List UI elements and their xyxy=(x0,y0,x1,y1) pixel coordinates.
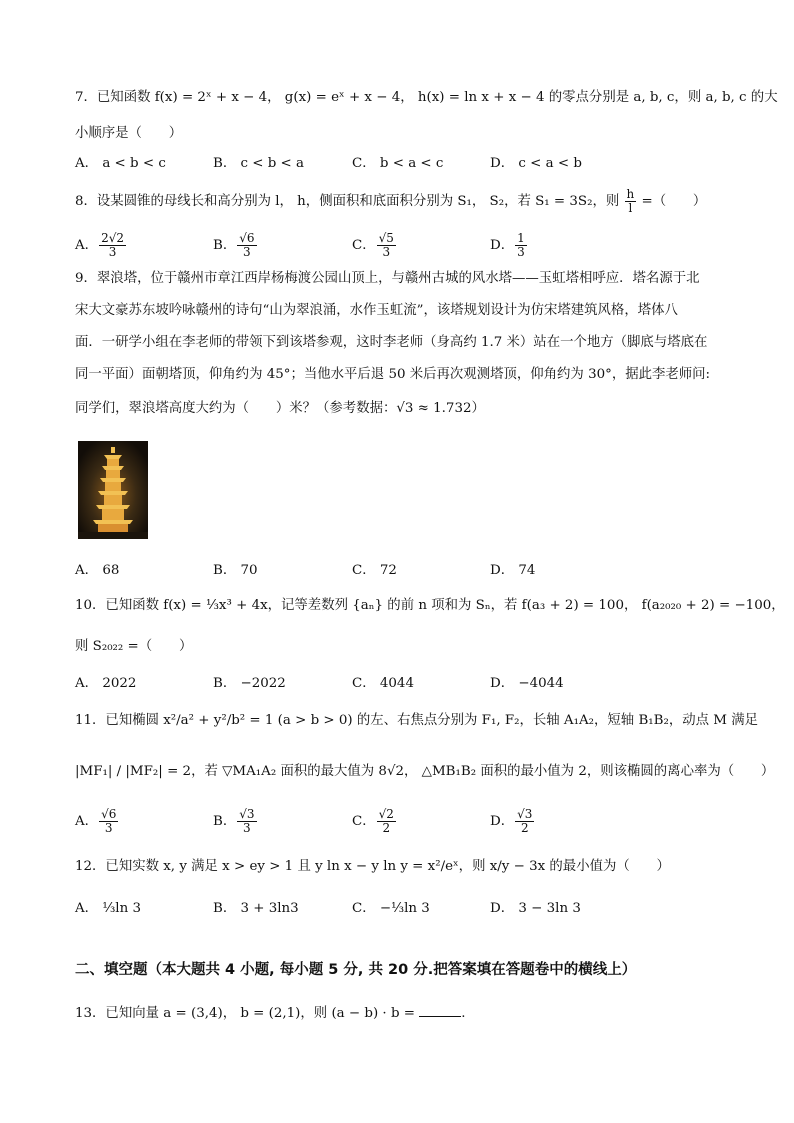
q12-option-a[interactable]: A． ⅓ln 3 xyxy=(75,901,141,916)
q8-option-d[interactable] xyxy=(490,232,528,259)
q9-line4: 同一平面）面朝塔顶，仰角约为 45°；当他水平后退 50 米后再次观测塔顶，仰角约为 30°，据此李老师问: xyxy=(75,367,711,382)
q11-option-b-frac xyxy=(237,808,256,835)
q10-option-c[interactable]: C． 4044 xyxy=(352,676,414,691)
q11-option-a-frac xyxy=(99,808,118,835)
q8-option-d-num: 1 xyxy=(517,231,525,245)
q9-line3: 面．一研学小组在李老师的带领下到该塔参观，这时李老师（身高约 1.7 米）站在一个地方（脚底与塔底在 xyxy=(75,335,708,350)
q9-option-c[interactable]: C． 72 xyxy=(352,563,397,578)
q9-option-a[interactable]: A． 68 xyxy=(75,563,120,578)
q8-option-a-num: 2√2 xyxy=(101,231,124,245)
q11-option-c-label: C． xyxy=(352,814,376,829)
q8-option-c-den: 3 xyxy=(382,245,391,259)
q8-option-a-frac xyxy=(99,232,126,259)
q12-option-d[interactable]: D． 3 − 3ln 3 xyxy=(490,901,581,916)
q7-options xyxy=(75,153,715,175)
q8-line1 xyxy=(75,188,706,215)
q11-option-a[interactable] xyxy=(75,808,119,835)
q11-option-d-frac xyxy=(515,808,534,835)
q11-option-a-label: A． xyxy=(75,814,99,829)
q8-stem-suffix: =（ ） xyxy=(641,194,707,209)
q11-option-c-frac xyxy=(377,808,396,835)
q11-option-d[interactable] xyxy=(490,808,535,835)
q12-option-b[interactable]: B． 3 + 3ln3 xyxy=(213,901,299,916)
q10-line1: 10．已知函数 f(x) = ⅓x³ + 4x，记等差数列 {aₙ} 的前 n 项和为 Sₙ，若 f(a₃ + 2) = 100， f(a₂₀₂₀ + 2) = −100， xyxy=(75,598,785,613)
q9-line2: 宋大文豪苏东坡吟咏赣州的诗句“山为翠浪涌，水作玉虹流”，该塔规划设计为仿宋塔建筑风格，塔体八 xyxy=(75,303,678,318)
q13-stem: 13．已知向量 a = (3,4)， b = (2,1)，则 (a − b) · b = xyxy=(75,1006,415,1021)
q8-option-a[interactable] xyxy=(75,232,127,259)
q11-option-b-den: 3 xyxy=(243,821,251,835)
q11-option-b-label: B． xyxy=(213,814,237,829)
q8-options xyxy=(75,232,715,262)
q13-line xyxy=(75,1004,466,1024)
q8-option-c-label: C． xyxy=(352,238,376,253)
q7-line1: 7．已知函数 f(x) = 2ˣ + x − 4， g(x) = eˣ + x − 4， h(x) = ln x + x − 4 的零点分别是 a, b, c，则 a, b, c 的大 xyxy=(75,90,778,105)
q10-option-a[interactable]: A． 2022 xyxy=(75,676,137,691)
pagoda-photo xyxy=(78,441,148,539)
q8-option-c-num: √5 xyxy=(378,231,394,245)
q8-stem: 8．设某圆锥的母线长和高分别为 l， h，侧面积和底面积分别为 S₁， S₂，若 S₁ = 3S₂，则 xyxy=(75,194,620,209)
q8-option-b-num: √6 xyxy=(239,231,255,245)
q8-frac-num: h xyxy=(626,187,635,201)
q11-option-d-num: √3 xyxy=(517,807,533,821)
q8-option-b[interactable] xyxy=(213,232,258,259)
section-fill-in-title: 二、填空题（本大题共 4 小题, 每小题 5 分, 共 20 分.把答案填在答题卷中的横线上） xyxy=(75,962,637,978)
q9-option-b[interactable]: B． 70 xyxy=(213,563,258,578)
q8-option-d-label: D． xyxy=(490,238,515,253)
q10-options xyxy=(75,673,715,695)
q13-end: . xyxy=(461,1006,466,1021)
q8-option-b-den: 3 xyxy=(243,245,251,259)
q10-option-b[interactable]: B． −2022 xyxy=(213,676,286,691)
q11-options xyxy=(75,808,715,842)
q8-option-d-frac xyxy=(515,232,527,259)
q11-line2: |MF₁| / |MF₂| = 2，若 ▽MA₁A₂ 面积的最大值为 8√2， △MB₁B₂ 面积的最小值为 2，则该椭圆的离心率为（ ） xyxy=(75,764,775,779)
q11-line1: 11．已知椭圆 x²/a² + y²/b² = 1 (a > b > 0) 的左、右焦点分别为 F₁, F₂，长轴 A₁A₂，短轴 B₁B₂，动点 M 满足 xyxy=(75,713,759,728)
q8-option-b-frac xyxy=(237,232,256,259)
q8-option-c-frac xyxy=(377,232,396,259)
q8-fraction xyxy=(625,188,637,215)
q7-option-a[interactable]: A． a < b < c xyxy=(75,156,166,171)
q8-option-d-den: 3 xyxy=(517,245,525,259)
q7-option-b[interactable]: B． c < b < a xyxy=(213,156,305,171)
q7-option-c[interactable]: C． b < a < c xyxy=(352,156,444,171)
q9-option-d[interactable]: D． 74 xyxy=(490,563,536,578)
q9-line5: 同学们，翠浪塔高度大约为（ ）米？（参考数据：√3 ≈ 1.732） xyxy=(75,401,485,416)
q8-option-a-label: A． xyxy=(75,238,99,253)
q8-frac-den: l xyxy=(628,201,633,215)
q9-line1: 9．翠浪塔，位于赣州市章江西岸杨梅渡公园山顶上，与赣州古城的风水塔——玉虹塔相呼应．塔名源于北 xyxy=(75,271,700,286)
q8-option-c[interactable] xyxy=(352,232,397,259)
q11-option-d-label: D． xyxy=(490,814,515,829)
q11-option-a-den: 3 xyxy=(104,821,113,835)
q12-line1: 12．已知实数 x, y 满足 x > ey > 1 且 y ln x − y ln y = x²/eˣ，则 x/y − 3x 的最小值为（ ） xyxy=(75,859,670,874)
q11-option-b[interactable] xyxy=(213,808,258,835)
q11-option-c[interactable] xyxy=(352,808,397,835)
q11-option-b-num: √3 xyxy=(239,807,255,821)
q13-answer-blank[interactable] xyxy=(419,1004,461,1017)
q11-option-c-num: √2 xyxy=(378,807,394,821)
q11-option-a-num: √6 xyxy=(101,807,117,821)
q10-line2: 则 S₂₀₂₂ =（ ） xyxy=(75,639,193,654)
q7-option-d[interactable]: D． c < a < b xyxy=(490,156,582,171)
q8-option-a-den: 3 xyxy=(108,245,117,259)
q9-options xyxy=(75,560,715,582)
q10-option-d[interactable]: D． −4044 xyxy=(490,676,564,691)
q12-options xyxy=(75,898,715,920)
q8-option-b-label: B． xyxy=(213,238,237,253)
q12-option-c[interactable]: C． −⅓ln 3 xyxy=(352,901,430,916)
q11-option-d-den: 2 xyxy=(520,821,529,835)
q7-line2: 小顺序是（ ） xyxy=(75,126,183,141)
q11-option-c-den: 2 xyxy=(382,821,391,835)
